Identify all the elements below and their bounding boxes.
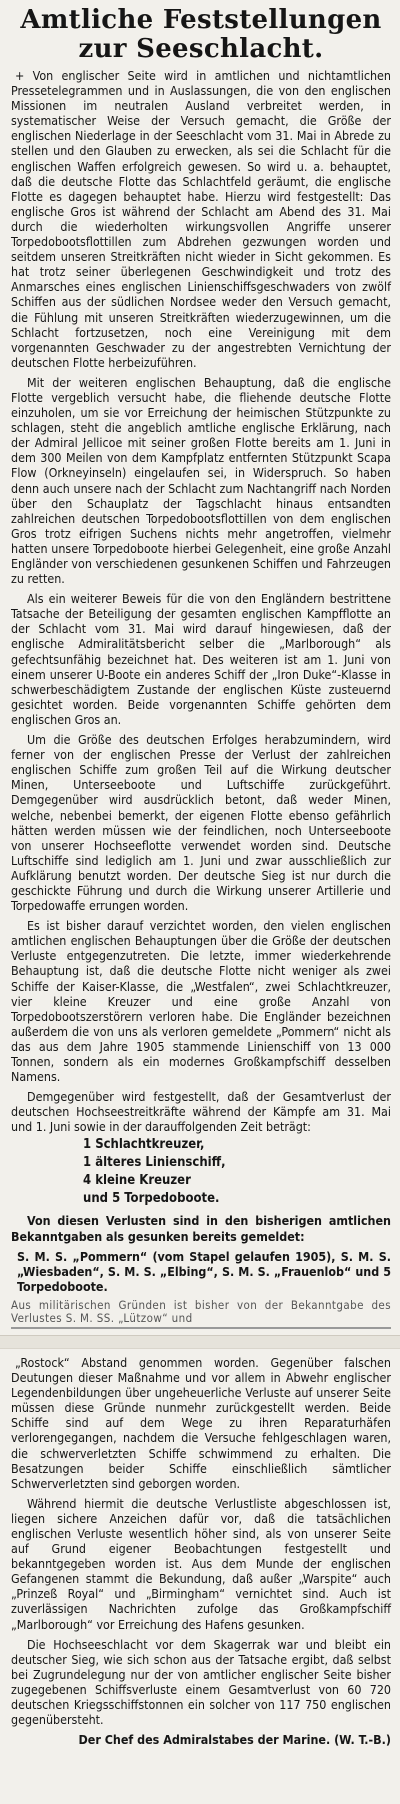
losses-item: 1 Schlachtkreuzer,	[83, 1137, 205, 1153]
published-intro: Von diesen Verlusten sind in den bisherigen amtlichen Bekanntgaben als gesunken bereits gemeldet:	[11, 1213, 391, 1244]
article-paragraph: „Rostock“ Abstand genommen worden. Gegenüber falschen Deutungen dieser Maßnahme und vor allem in Abwehr englischer Legendenbildungen über ungeheuerliche Verluste auf unserer Seite müssen diese Gründe nunmehr zurückgestellt werden. Beide Schiffe sind auf dem Wege zu ihren Reparaturhäfen verlorengegangen, nachdem die Versuche fehlgeschlagen waren, die schwerverletzten Schiffe schwimmend zu erhalten. Die Besatzungen beider Schiffe einschließlich sämtlicher Schwerverletzten sind geborgen worden.	[11, 1354, 391, 1491]
article-paragraph: Die Hochseeschlacht vor dem Skagerrak war und bleibt ein deutscher Sieg, wie sich schon aus der Tatsache ergibt, daß selbst bei Zugrundelegung nur der von amtlicher englischer Seite bisher zugegebenen Schiffsverluste einem Gesamtverlust von 60 720 deutschen Kriegsschiffstonnen ein solcher von 117 750 englischen gegenübersteht.	[11, 1636, 391, 1728]
article-paragraph: Mit der weiteren englischen Behauptung, daß die englische Flotte vergeblich versucht habe, die fliehende deutsche Flotte einzuholen, um sie vor Erreichung der heimischen Stützpunkte zu schlagen, steht die angeblich amtliche englische Erklärung, nach der Admiral Jellicoe mit seiner großen Flotte bereits am 1. Juni in dem 300 Meilen von dem Kampfplatz entfernten Stützpunkt Scapa Flow (Orkneyinseln) eingelaufen sei, in Widerspruch. So haben denn auch unsere nach der Schlacht zum Nachtangriff nach Norden über den Schauplatz der Tagschlacht hinaus entsandten zahlreichen deutschen Torpedobootsflottillen von dem englischen Gros trotz eifrigen Suchens nichts mehr angetroffen, vielmehr hatten unsere Torpedoboote hierbei Gelegenheit, eine große Anzahl Engländer von verschiedenen gesunkenen Schiffen und Fahrzeugen zu retten.	[11, 374, 391, 587]
clipping-seam	[0, 1335, 400, 1349]
losses-item: und 5 Torpedoboote.	[83, 1191, 220, 1207]
losses-item: 1 älteres Linienschiff,	[83, 1155, 226, 1171]
article-paragraph: Um die Größe des deutschen Erfolges herabzumindern, wird ferner von der englischen Presse der Verlust der zahlreichen englischen Schiffe zum großen Teil auf die Wirkung deutscher Minen, Unterseeboote und Luftschiffe zurückgeführt. Demgegenüber wird ausdrücklich betont, daß weder Minen, welche, nebenbei bemerkt, der eigenen Flotte ebenso gefährlich hätten werden müssen wie der feindlichen, noch Unterseeboote von unserer Hochseeflotte verwendet worden sind. Deutsche Luftschiffe sind lediglich am 1. Juni und zwar ausschließlich zur Aufklärung benutzt worden. Der deutsche Sieg ist nur durch die geschickte Führung und durch die Wirkung unserer Artillerie und Torpedowaffe errungen worden.	[11, 732, 391, 914]
published-ships: S. M. S. „Pommern“ (vom Stapel gelaufen 1905), S. M. S. „Wiesbaden“, S. M. S. „Elbing“, S. M. S. „Frauenlob“ und 5 Torpedoboote.	[17, 1248, 391, 1294]
censored-line: Aus militärischen Gründen ist bisher von der Bekanntgabe des Verlustes S. M. SS. „Lützow“ und	[11, 1299, 391, 1329]
losses-intro: Demgegenüber wird festgestellt, daß der Gesamtverlust der deutschen Hochseestreitkräfte während der Kämpfe am 31. Mai und 1. Juni sowie in der darauffolgenden Zeit beträgt:	[11, 1089, 391, 1135]
article-signature: Der Chef des Admiralstabes der Marine. (W. T.-B.)	[78, 1732, 391, 1748]
losses-list	[11, 1136, 391, 1208]
article-title: Amtliche Feststellungen zur Seeschlacht.	[20, 5, 382, 64]
article-paragraph: Als ein weiterer Beweis für die von den Engländern bestrittene Tatsache der Beteiligung der gesamten englischen Kampfflotte an der Schlacht vom 31. Mai wird darauf hingewiesen, daß der englische Admiralitätsbericht selber die „Marlborough“ als gefechtsunfähig bezeichnet hat. Des weiteren ist am 1. Juni von einem unserer U-Boote ein anderes Schiff der „Iron Duke“-Klasse in schwerbeschädigtem Zustande der englischen Küste zusteuernd gesichtet worden. Beide vorgenannten Schiffe gehörten dem englischen Gros an.	[11, 591, 391, 727]
article-paragraph: + Von englischer Seite wird in amtlichen und nichtamtlichen Pressetelegrammen und in Auslassungen, die von den englischen Missionen im neutralen Ausland verbreitet werden, in systematischer Weise der Versuch gemacht, die Größe der englischen Niederlage in der Seeschlacht vom 31. Mai in Abrede zu stellen und den Glauben zu erwecken, als sei die Schlacht für die englischen Waffen erfolgreich gewesen. So wird u. a. behauptet, daß die deutsche Flotte das Schlachtfeld geräumt, die englische Flotte es dagegen behauptet habe. Hierzu wird festgestellt: Das englische Gros ist während der Schlacht am Abend des 31. Mai durch die wiederholten wirkungsvollen Angriffe unserer Torpedobootsflottillen zum Abdrehen gezwungen worden und seitdem unseren Streitkräften nicht wieder in Sicht gekommen. Es hat trotz seiner überlegenen Geschwindigkeit und trotz des Anmarsches eines englischen Linienschiffsgeschwaders von zwölf Schiffen aus der südlichen Nordsee weder den Versuch gemacht, die Fühlung mit unseren Streitkräften wiederzugewinnen, um die Schlacht fortzusetzen, noch eine Vereinigung mit dem vorgenannten Geschwader zu der angestrebten Vernichtung der deutschen Flotte herbeizuführen.	[11, 68, 391, 370]
article-paragraph: Während hiermit die deutsche Verlustliste abgeschlossen ist, liegen sichere Anzeichen dafür vor, daß die tatsächlichen englischen Verluste wesentlich höher sind, als von unserer Seite auf Grund eigener Beobachtungen festgestellt und bekanntgegeben worden ist. Aus dem Munde der englischen Gefangenen stammt die Bekundung, daß außer „Warspite“ auch „Prinzeß Royal“ und „Birmingham“ vernichtet sind. Auch ist zuverlässigen Nachrichten zufolge das Großkampfschiff „Marlborough“ vor Erreichung des Hafens gesunken.	[11, 1495, 391, 1632]
losses-item: 4 kleine Kreuzer	[83, 1173, 191, 1189]
article-body	[11, 68, 391, 1747]
article-paragraph: Es ist bisher darauf verzichtet worden, den vielen englischen amtlichen englischen Behauptungen über die Größe der deutschen Verluste entgegenzutreten. Die letzte, immer wiederkehrende Behauptung ist, daß die deutsche Flotte nicht weniger als zwei Schiffe der Kaiser-Klasse, die „Westfalen“, zwei Schlachtkreuzer, vier kleine Kreuzer und eine große Anzahl von Torpedobootszerstörern verloren habe. Die Engländer bezeichnen außerdem die von uns als verloren gemeldete „Pommern“ nicht als das aus dem Jahre 1905 stammende Linienschiff von 13 000 Tonnen, sondern als ein modernes Großkampfschiff desselben Namens.	[11, 918, 391, 1085]
